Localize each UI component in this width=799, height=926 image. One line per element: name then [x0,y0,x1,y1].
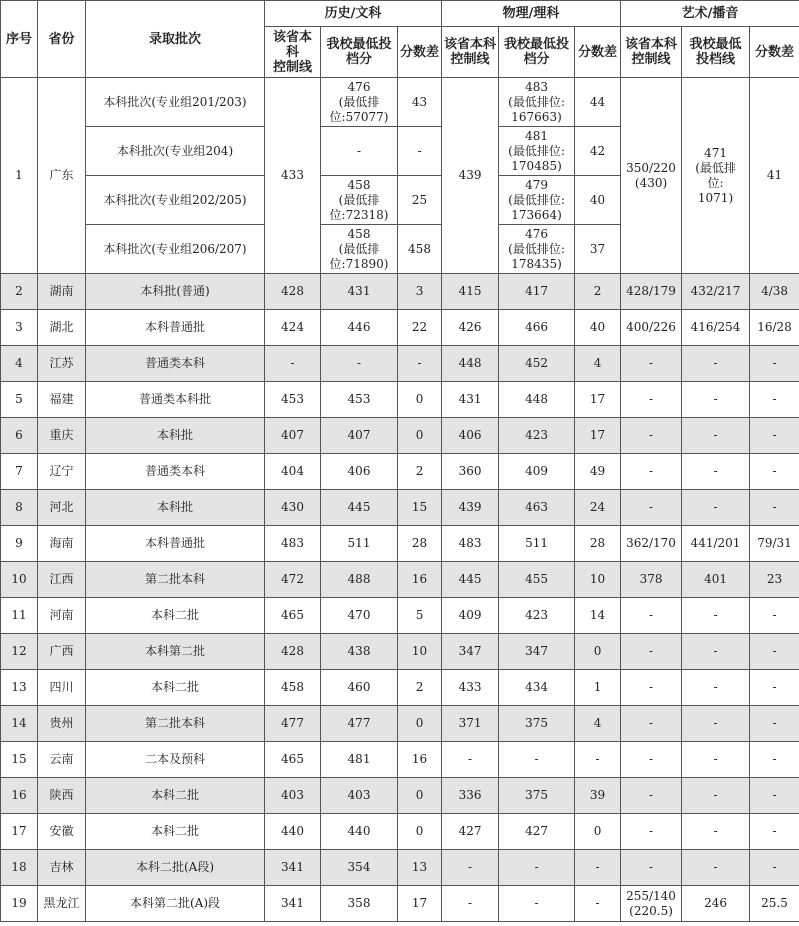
cell-province: 海南 [38,526,86,562]
cell-hist-min: 511 [321,526,398,562]
cell-hist-min: 431 [321,274,398,310]
cell-phys-control: - [442,742,499,778]
cell-seq: 1 [1,78,38,274]
header-hist-min-score: 我校最低投 档分 [321,27,398,78]
header-batch: 录取批次 [86,1,265,78]
cell-hist-control: 407 [265,418,321,454]
cell-batch: 普通类本科 [86,346,265,382]
cell-hist-min: 403 [321,778,398,814]
cell-province: 辽宁 [38,454,86,490]
cell-phys-control: 371 [442,706,499,742]
cell-batch: 本科二批(A段) [86,850,265,886]
cell-phys-min: 427 [499,814,575,850]
cell-batch: 本科批次(专业组202/205) [86,176,265,225]
cell-hist-control: 477 [265,706,321,742]
cell-batch: 本科批 [86,490,265,526]
cell-art-diff: 23 [750,562,799,598]
header-phys-control: 该省本科 控制线 [442,27,499,78]
cell-phys-control: 483 [442,526,499,562]
cell-province: 江苏 [38,346,86,382]
cell-art-control: 428/179 [621,274,682,310]
cell-art-control: 350/220 (430) [621,78,682,274]
cell-art-diff: 79/31 [750,526,799,562]
cell-province: 湖南 [38,274,86,310]
cell-hist-min: 438 [321,634,398,670]
cell-hist-control: 458 [265,670,321,706]
cell-batch: 本科第二批 [86,634,265,670]
table-row [1,886,799,922]
cell-phys-min: - [499,850,575,886]
header-art-group: 艺术/播音 [621,1,799,27]
cell-hist-diff: 0 [398,418,442,454]
cell-hist-min: 358 [321,886,398,922]
cell-hist-min: 440 [321,814,398,850]
cell-batch: 本科批次(专业组206/207) [86,225,265,274]
header-phys-diff: 分数差 [575,27,621,78]
cell-phys-min: 375 [499,778,575,814]
cell-phys-control: 427 [442,814,499,850]
cell-hist-diff: 22 [398,310,442,346]
cell-art-control: - [621,742,682,778]
cell-hist-control: 453 [265,382,321,418]
cell-hist-min: 458 (最低排 位:71890) [321,225,398,274]
cell-phys-diff: 49 [575,454,621,490]
cell-batch: 第二批本科 [86,706,265,742]
cell-art-min: - [682,742,750,778]
cell-art-diff: 25.5 [750,886,799,922]
cell-art-min: 432/217 [682,274,750,310]
cell-hist-min: 445 [321,490,398,526]
cell-seq: 4 [1,346,38,382]
cell-phys-min: 347 [499,634,575,670]
cell-batch: 本科二批 [86,814,265,850]
cell-seq: 10 [1,562,38,598]
cell-art-diff: 16/28 [750,310,799,346]
cell-hist-min: 458 (最低排 位:72318) [321,176,398,225]
cell-hist-diff: 3 [398,274,442,310]
cell-hist-control: 341 [265,850,321,886]
cell-phys-control: - [442,886,499,922]
table-row [1,814,799,850]
cell-seq: 17 [1,814,38,850]
cell-art-control: - [621,634,682,670]
cell-seq: 8 [1,490,38,526]
cell-art-control: - [621,778,682,814]
cell-phys-diff: 1 [575,670,621,706]
cell-art-control: - [621,490,682,526]
cell-hist-control: 424 [265,310,321,346]
header-art-min-score: 我校最低 投档线 [682,27,750,78]
cell-batch: 普通类本科批 [86,382,265,418]
cell-art-control: - [621,598,682,634]
header-hist-control: 该省本科 控制线 [265,27,321,78]
cell-art-diff: 41 [750,78,799,274]
cell-phys-diff: 10 [575,562,621,598]
cell-batch: 普通类本科 [86,454,265,490]
cell-art-control: - [621,814,682,850]
cell-phys-min: 476 (最低排位: 178435) [499,225,575,274]
cell-phys-min: 481 (最低排位: 170485) [499,127,575,176]
cell-batch: 第二批本科 [86,562,265,598]
cell-phys-diff: 42 [575,127,621,176]
cell-hist-diff: 2 [398,454,442,490]
cell-province: 河北 [38,490,86,526]
cell-hist-min: 354 [321,850,398,886]
cell-province: 湖北 [38,310,86,346]
cell-batch: 本科二批 [86,778,265,814]
table-row [1,418,799,454]
cell-phys-min: 483 (最低排位: 167663) [499,78,575,127]
cell-phys-diff: 40 [575,310,621,346]
cell-phys-control: 406 [442,418,499,454]
cell-province: 云南 [38,742,86,778]
cell-seq: 16 [1,778,38,814]
cell-phys-control: 445 [442,562,499,598]
cell-hist-diff: 16 [398,742,442,778]
cell-art-diff: - [750,418,799,454]
cell-province: 贵州 [38,706,86,742]
cell-hist-diff: 28 [398,526,442,562]
cell-hist-control: 403 [265,778,321,814]
table-row [1,778,799,814]
cell-art-min: - [682,850,750,886]
cell-hist-control: 341 [265,886,321,922]
cell-seq: 3 [1,310,38,346]
cell-hist-min: - [321,346,398,382]
cell-phys-diff: 14 [575,598,621,634]
cell-phys-diff: 39 [575,778,621,814]
cell-hist-diff: 16 [398,562,442,598]
cell-art-min: - [682,670,750,706]
cell-phys-min: 409 [499,454,575,490]
cell-hist-control: 428 [265,634,321,670]
cell-hist-min: 481 [321,742,398,778]
cell-phys-min: 434 [499,670,575,706]
cell-hist-diff: 5 [398,598,442,634]
cell-province: 重庆 [38,418,86,454]
province-rows [1,274,799,922]
cell-hist-control: 428 [265,274,321,310]
table-row [1,490,799,526]
cell-art-control: - [621,346,682,382]
header-phys-min-score: 我校最低投 档分 [499,27,575,78]
cell-hist-min: 477 [321,706,398,742]
cell-art-diff: - [750,778,799,814]
cell-art-diff: - [750,814,799,850]
table-row [1,850,799,886]
cell-batch: 本科普通批 [86,310,265,346]
header-art-control: 该省本科 控制线 [621,27,682,78]
table-row [1,346,799,382]
cell-hist-diff: 43 [398,78,442,127]
cell-art-min: 441/201 [682,526,750,562]
cell-hist-min: 470 [321,598,398,634]
cell-art-control: 400/226 [621,310,682,346]
cell-batch: 二本及预科 [86,742,265,778]
cell-art-control: 378 [621,562,682,598]
cell-hist-control: 433 [265,78,321,274]
cell-hist-diff: - [398,127,442,176]
cell-phys-diff: - [575,742,621,778]
cell-art-control: 255/140 (220.5) [621,886,682,922]
table-row [1,274,799,310]
cell-art-control: - [621,670,682,706]
cell-art-min: 471 (最低排 位: 1071) [682,78,750,274]
cell-batch: 本科普通批 [86,526,265,562]
cell-seq: 12 [1,634,38,670]
cell-hist-control: 465 [265,598,321,634]
cell-phys-min: 375 [499,706,575,742]
cell-phys-control: 347 [442,634,499,670]
cell-hist-control: 440 [265,814,321,850]
cell-hist-min: 460 [321,670,398,706]
cell-phys-diff: 0 [575,814,621,850]
header-physics-group: 物理/理科 [442,1,621,27]
cell-art-diff: - [750,850,799,886]
cell-hist-diff: 25 [398,176,442,225]
cell-art-control: - [621,706,682,742]
table-row [1,706,799,742]
cell-phys-diff: 4 [575,346,621,382]
header-hist-diff: 分数差 [398,27,442,78]
cell-batch: 本科二批 [86,670,265,706]
cell-art-min: - [682,634,750,670]
cell-art-diff: - [750,742,799,778]
cell-phys-min: 511 [499,526,575,562]
cell-art-min: - [682,706,750,742]
cell-phys-control: 448 [442,346,499,382]
table-row [1,562,799,598]
cell-phys-min: 479 (最低排位: 173664) [499,176,575,225]
table-row [1,382,799,418]
cell-seq: 11 [1,598,38,634]
cell-seq: 19 [1,886,38,922]
cell-batch: 本科第二批(A)段 [86,886,265,922]
cell-phys-min: 423 [499,598,575,634]
table-row [1,598,799,634]
cell-phys-min: 417 [499,274,575,310]
cell-phys-control: 431 [442,382,499,418]
cell-art-control: - [621,382,682,418]
cell-province: 四川 [38,670,86,706]
cell-phys-control: 433 [442,670,499,706]
cell-hist-min: 446 [321,310,398,346]
table-row [1,670,799,706]
cell-art-min: - [682,346,750,382]
cell-province: 吉林 [38,850,86,886]
cell-phys-min: 423 [499,418,575,454]
cell-art-min: 416/254 [682,310,750,346]
cell-province: 福建 [38,382,86,418]
cell-hist-diff: 17 [398,886,442,922]
cell-phys-diff: 0 [575,634,621,670]
cell-hist-min: 407 [321,418,398,454]
cell-art-diff: - [750,490,799,526]
cell-phys-diff: - [575,850,621,886]
header-history-group: 历史/文科 [265,1,442,27]
cell-art-min: 246 [682,886,750,922]
cell-phys-min: 452 [499,346,575,382]
cell-phys-min: 463 [499,490,575,526]
cell-phys-diff: 28 [575,526,621,562]
cell-phys-control: - [442,850,499,886]
cell-phys-control: 360 [442,454,499,490]
cell-phys-diff: 44 [575,78,621,127]
cell-seq: 18 [1,850,38,886]
cell-seq: 7 [1,454,38,490]
cell-seq: 5 [1,382,38,418]
cell-seq: 6 [1,418,38,454]
header-seq: 序号 [1,1,38,78]
cell-art-min: - [682,418,750,454]
table-row [1,78,799,127]
cell-phys-control: 409 [442,598,499,634]
cell-hist-diff: 0 [398,778,442,814]
cell-art-diff: - [750,598,799,634]
cell-hist-diff: 15 [398,490,442,526]
cell-phys-control: 439 [442,490,499,526]
cell-batch: 本科批 [86,418,265,454]
cell-art-control: 362/170 [621,526,682,562]
cell-art-min: - [682,778,750,814]
header-province: 省份 [38,1,86,78]
cell-hist-control: 465 [265,742,321,778]
cell-phys-diff: 24 [575,490,621,526]
cell-art-control: - [621,418,682,454]
header-art-diff: 分数差 [750,27,799,78]
table-row [1,310,799,346]
table-row [1,526,799,562]
cell-phys-diff: 40 [575,176,621,225]
cell-seq: 13 [1,670,38,706]
cell-hist-diff: 458 [398,225,442,274]
cell-batch: 本科批次(专业组204) [86,127,265,176]
cell-phys-min: - [499,886,575,922]
cell-art-min: - [682,490,750,526]
cell-art-diff: - [750,382,799,418]
cell-batch: 本科批(普通) [86,274,265,310]
cell-batch: 本科二批 [86,598,265,634]
cell-province: 江西 [38,562,86,598]
cell-art-diff: - [750,346,799,382]
cell-hist-diff: 2 [398,670,442,706]
cell-art-diff: - [750,454,799,490]
cell-seq: 9 [1,526,38,562]
cell-province: 黑龙江 [38,886,86,922]
cell-phys-min: - [499,742,575,778]
cell-province: 广东 [38,78,86,274]
cell-hist-diff: 0 [398,814,442,850]
cell-hist-control: 472 [265,562,321,598]
cell-art-diff: - [750,634,799,670]
cell-seq: 14 [1,706,38,742]
table-row [1,634,799,670]
cell-hist-control: 483 [265,526,321,562]
cell-hist-control: 404 [265,454,321,490]
cell-province: 广西 [38,634,86,670]
cell-phys-diff: 4 [575,706,621,742]
table-row [1,742,799,778]
cell-phys-diff: 17 [575,382,621,418]
cell-hist-min: - [321,127,398,176]
cell-hist-min: 488 [321,562,398,598]
cell-phys-min: 448 [499,382,575,418]
cell-phys-control: 439 [442,78,499,274]
cell-art-control: - [621,454,682,490]
cell-art-min: - [682,382,750,418]
cell-phys-diff: 37 [575,225,621,274]
cell-hist-min: 406 [321,454,398,490]
cell-seq: 2 [1,274,38,310]
cell-province: 河南 [38,598,86,634]
cell-phys-control: 426 [442,310,499,346]
cell-art-diff: - [750,670,799,706]
cell-art-min: - [682,598,750,634]
cell-province: 陕西 [38,778,86,814]
cell-art-diff: 4/38 [750,274,799,310]
cell-phys-diff: - [575,886,621,922]
cell-phys-min: 466 [499,310,575,346]
cell-batch: 本科批次(专业组201/203) [86,78,265,127]
cell-hist-min: 453 [321,382,398,418]
cell-hist-diff: 13 [398,850,442,886]
cell-phys-min: 455 [499,562,575,598]
cell-hist-diff: 0 [398,382,442,418]
cell-seq: 15 [1,742,38,778]
cell-art-min: - [682,454,750,490]
cell-hist-diff: 10 [398,634,442,670]
cell-phys-diff: 17 [575,418,621,454]
cell-art-min: - [682,814,750,850]
cell-art-control: - [621,850,682,886]
cell-hist-control: - [265,346,321,382]
cell-province: 安徽 [38,814,86,850]
cell-hist-diff: - [398,346,442,382]
cell-phys-control: 415 [442,274,499,310]
cell-hist-min: 476 (最低排 位:57077) [321,78,398,127]
cell-art-min: 401 [682,562,750,598]
cell-art-diff: - [750,706,799,742]
cell-phys-control: 336 [442,778,499,814]
cell-hist-control: 430 [265,490,321,526]
cell-hist-diff: 0 [398,706,442,742]
cell-phys-diff: 2 [575,274,621,310]
table-row [1,454,799,490]
